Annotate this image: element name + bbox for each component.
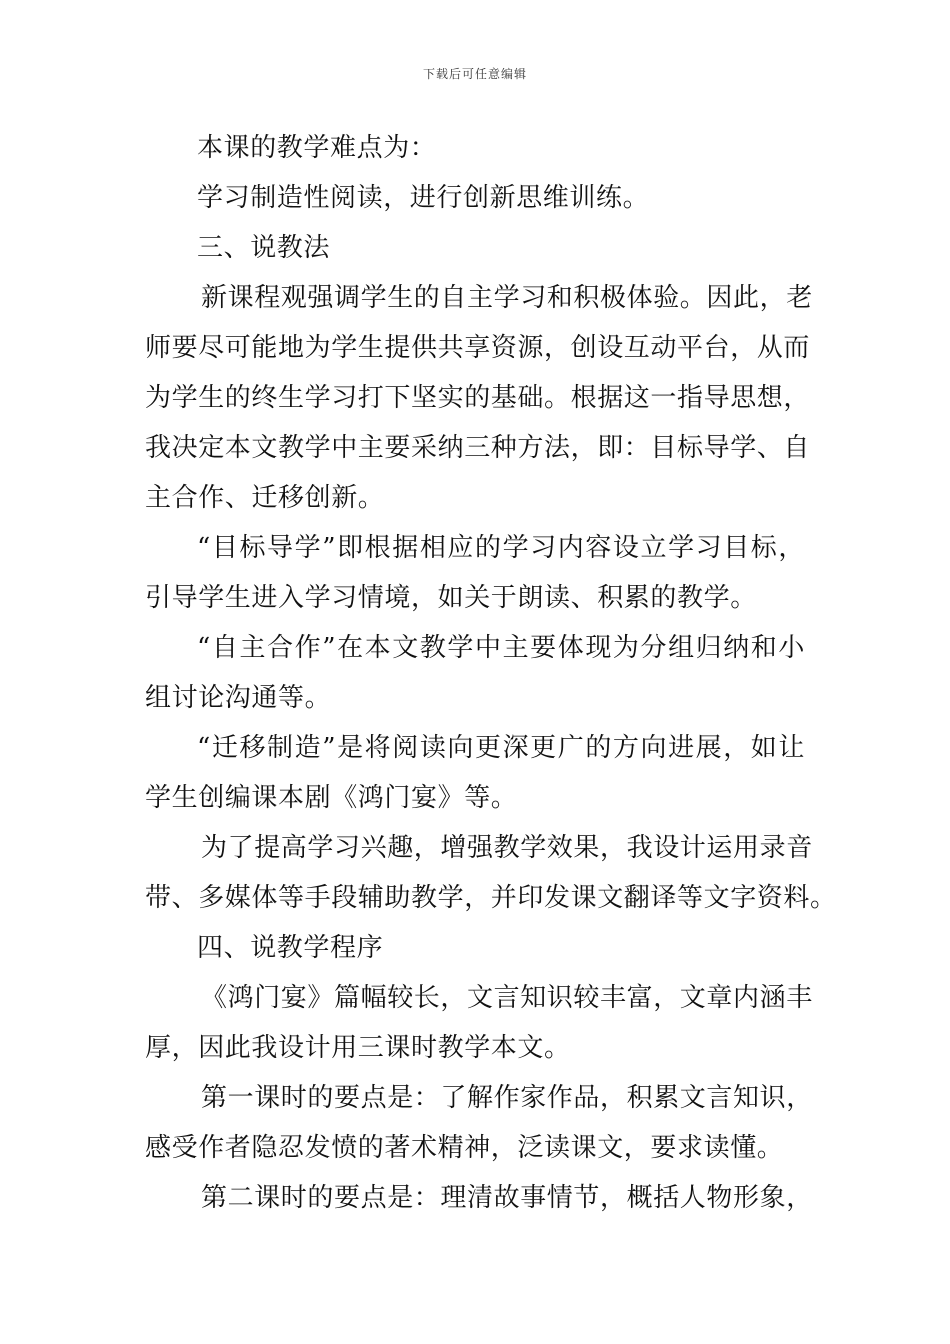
text-line: 感受作者隐忍发愤的著术精神，泛读课文，要求读懂。 (145, 1133, 784, 1163)
text-line: 引导学生进入学习情境，如关于朗读、积累的教学。 (145, 583, 757, 613)
text-line: 《鸿门宴》篇幅较长，文言知识较丰富，文章内涵丰 (201, 983, 813, 1013)
text-line: 为了提高学习兴趣，增强教学效果，我设计运用录音 (201, 833, 813, 863)
text-line: 为学生的终生学习打下坚实的基础。根据这一指导思想， (145, 383, 811, 413)
text-line: 师要尽可能地为学生提供共享资源，创设互动平台，从而 (145, 333, 811, 363)
text-line: 第二课时的要点是：理清故事情节，概括人物形象， (201, 1183, 813, 1213)
text-line: “目标导学”即根据相应的学习内容设立学习目标， (197, 533, 805, 563)
text-line: 厚，因此我设计用三课时教学本文。 (145, 1033, 571, 1063)
text-line: 学习制造性阅读，进行创新思维训练。 (197, 183, 650, 213)
document-body (145, 123, 837, 1223)
text-line: 我决定本文教学中主要采纳三种方法，即：目标导学、自 (145, 433, 811, 463)
text-line: 带、多媒体等手段辅助教学，并印发课文翻译等文字资料。 (145, 883, 837, 913)
text-line: 新课程观强调学生的自主学习和积极体验。因此，老 (201, 283, 813, 313)
text-line: 第一课时的要点是：了解作家作品，积累文言知识， (201, 1083, 813, 1113)
text-line: 组讨论沟通等。 (145, 683, 332, 713)
text-line: 学生创编课本剧《鸿门宴》等。 (145, 783, 518, 813)
text-line: 本课的教学难点为： (197, 133, 437, 163)
text-line: “自主合作”在本文教学中主要体现为分组归纳和小 (197, 633, 805, 663)
text-line: 主合作、迁移创新。 (145, 483, 385, 513)
section-heading: 三、说教法 (197, 233, 331, 263)
text-line: “迁移制造”是将阅读向更深更广的方向进展，如让 (197, 733, 805, 763)
page-header: 下载后可任意编辑 (422, 67, 527, 81)
section-heading: 四、说教学程序 (197, 933, 384, 963)
